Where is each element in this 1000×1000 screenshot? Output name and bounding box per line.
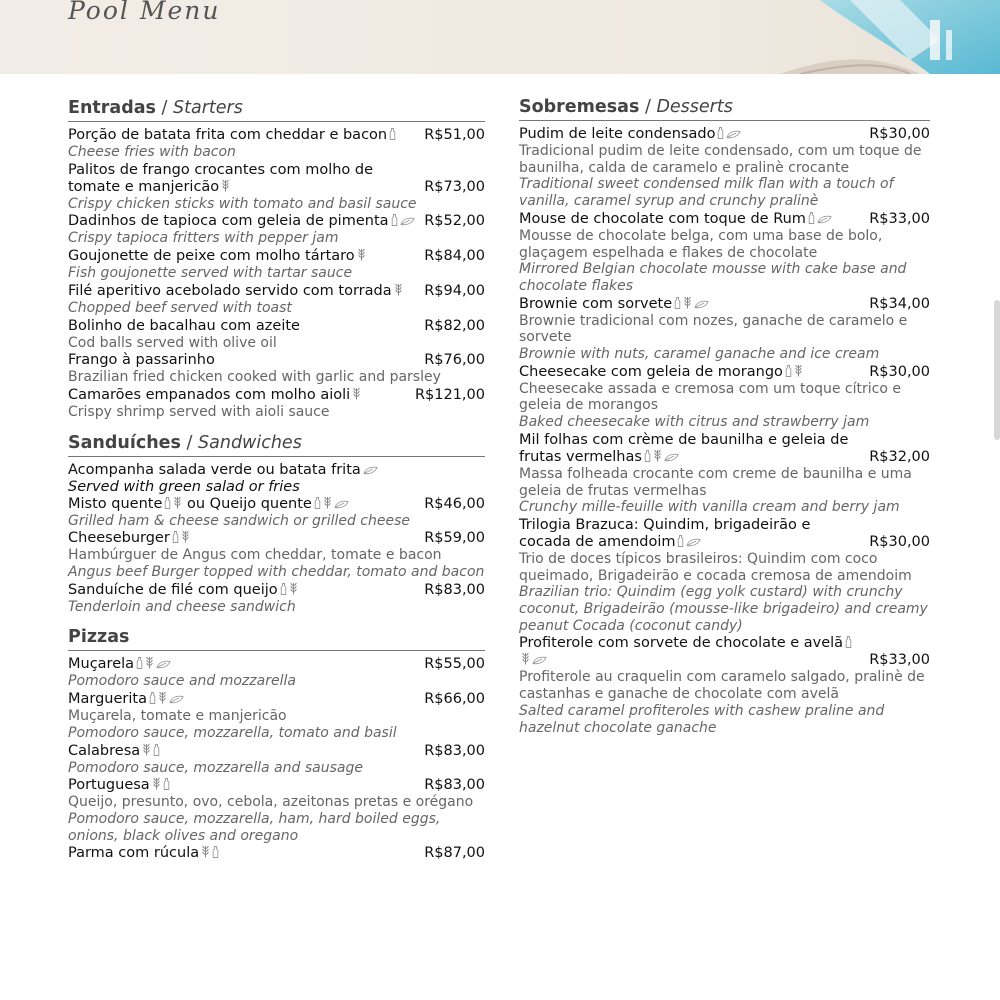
leaf-icon [154, 656, 171, 672]
section-title-english: Starters [173, 98, 243, 118]
item-name-line [519, 296, 709, 313]
right-column [519, 97, 930, 748]
menu-section [68, 627, 485, 862]
item-description: Brownie tradicional com nozes, ganache de caramelo e sorvete [519, 312, 908, 346]
item-name-line [519, 635, 861, 669]
bottle-icon [278, 582, 287, 598]
item-price: R$46,00 [424, 495, 485, 512]
item-price: R$87,00 [424, 845, 485, 862]
allergen-icons [389, 213, 415, 229]
wheat-icon [171, 496, 182, 512]
allergen-icons [715, 126, 741, 142]
item-name-line [519, 211, 832, 228]
item-name-line [68, 318, 300, 335]
item-price: R$30,00 [869, 533, 930, 550]
item-description: Massa folheada crocante com creme de baunilha e uma geleia de frutas vermelhas [519, 465, 912, 499]
item-description: Brazilian fried chicken cooked with garlic and parsley [68, 369, 441, 386]
item-price: R$73,00 [424, 178, 485, 195]
item-price: R$55,00 [424, 656, 485, 673]
item-name: Dadinhos de tapioca com geleia de pimenta [68, 213, 389, 230]
item-description-english: Pomodoro sauce and mozzarella [68, 673, 296, 690]
item-description: Cod balls served with olive oil [68, 334, 277, 351]
menu-item [68, 127, 485, 161]
menu-item [68, 530, 485, 580]
bottle-icon [672, 296, 681, 312]
menu-item [519, 296, 930, 363]
item-price: R$76,00 [424, 352, 485, 369]
menu-item [68, 283, 485, 317]
item-name-line [68, 162, 416, 196]
menu-item [68, 845, 485, 862]
item-price: R$30,00 [869, 363, 930, 380]
allergen-icons [387, 127, 396, 143]
item-description-english: Brazilian trio: Quindim (egg yolk custard) with crunchy coconut, Brigadeirão (mousse-like brigadeiro) and creamy peanut Cocada (coconut candy) [519, 584, 928, 634]
item-description-english: Baked cheesecake with citrus and strawberry jam [519, 414, 870, 431]
item-price: R$32,00 [869, 448, 930, 465]
item-name: Profiterole com sorvete de chocolate e avelã [519, 635, 844, 652]
item-name: Mil folhas com crème de baunilha e geleia de frutas vermelhas [519, 431, 849, 465]
item-description-english: Pomodoro sauce, mozzarella, tomato and basil [68, 724, 397, 741]
bottle-icon [134, 656, 143, 672]
item-description: Tradicional pudim de leite condensado, com um toque de baunilha, calda de caramelo e pralinè crocante [519, 143, 922, 176]
item-name: Filé aperitivo acebolado servido com torrada [68, 282, 392, 299]
section-note-line [68, 462, 485, 479]
bottle-icon [312, 496, 321, 512]
pool-photo [780, 0, 1000, 74]
wheat-icon [651, 449, 662, 465]
item-name-line [68, 127, 396, 144]
menu-item [519, 364, 930, 431]
wheat-icon [321, 496, 332, 512]
item-name-line [68, 582, 298, 599]
wheat-icon [350, 387, 361, 403]
leaf-icon [530, 652, 547, 668]
section-title: Pizzas [68, 627, 130, 648]
item-description-english: Crispy tapioca fritters with pepper jam [68, 230, 339, 247]
item-description: Queijo, presunto, ovo, cebola, azeitonas pretas e orégano [68, 794, 474, 811]
item-description-english: Brownie with nuts, caramel ganache and ice cream [519, 346, 880, 363]
menu-item [519, 517, 930, 635]
item-description-english: Angus beef Burger topped with cheddar, tomato and bacon [68, 564, 485, 581]
item-price: R$51,00 [424, 127, 485, 143]
bottle-icon [387, 127, 396, 143]
item-name-alt: ou Queijo quente [186, 495, 312, 512]
menu-item [68, 691, 485, 741]
item-name: Misto quente [68, 495, 163, 512]
allergen-icons [361, 462, 378, 478]
item-description-english: Crispy chicken sticks with tomato and basil sauce [68, 195, 417, 212]
allergen-icons [806, 211, 832, 227]
menu-item [68, 743, 485, 777]
allergen-icons [672, 296, 709, 312]
scrollbar-thumb[interactable] [994, 300, 1000, 440]
item-description-english: Crunchy mille-feuille with vanilla cream and berry jam [519, 499, 900, 516]
item-name: Marguerita [68, 691, 147, 708]
heading-separator: / [180, 432, 199, 453]
item-description: Crispy shrimp served with aioli sauce [68, 403, 330, 420]
wheat-icon [355, 248, 366, 264]
bottle-icon [389, 213, 398, 229]
item-description: Muçarela, tomate e manjericão [68, 708, 287, 725]
item-price: R$83,00 [424, 742, 485, 759]
menu-section [68, 433, 485, 616]
item-description-english: Grilled ham & cheese sandwich or grilled cheese [68, 512, 411, 529]
item-name: Goujonette de peixe com molho tártaro [68, 248, 355, 265]
allergen-icons [355, 248, 366, 264]
allergen-icons [350, 387, 361, 403]
bottle-icon [210, 845, 219, 861]
menu-section [519, 97, 930, 736]
item-price: R$34,00 [869, 295, 930, 312]
bottle-icon [783, 364, 792, 380]
bottle-icon [161, 777, 170, 793]
leaf-icon [332, 496, 349, 512]
allergen-icons [147, 691, 184, 707]
wheat-icon [519, 652, 530, 668]
item-price: R$83,00 [424, 777, 485, 794]
section-title: Sanduíches [68, 432, 181, 453]
item-description-english: Chopped beef served with toast [68, 299, 292, 316]
item-name-line [68, 656, 171, 673]
item-price: R$33,00 [869, 652, 930, 669]
wheat-icon [143, 656, 154, 672]
allergen-icons [199, 845, 219, 861]
item-price: R$52,00 [424, 213, 485, 230]
item-description-english: Cheese fries with bacon [68, 144, 236, 160]
allergen-icons [312, 496, 349, 512]
wheat-icon [392, 283, 403, 299]
item-name-line [68, 530, 190, 547]
item-name-line [68, 213, 415, 230]
leaf-icon [692, 296, 709, 312]
item-description-english: Tenderloin and cheese sandwich [68, 598, 296, 615]
item-description-english: Pomodoro sauce, mozzarella and sausage [68, 759, 363, 776]
item-name-line [68, 283, 403, 300]
item-name-line [68, 777, 170, 794]
allergen-icons [162, 496, 182, 512]
heading-separator: / [639, 97, 657, 117]
menu-item [519, 211, 930, 295]
item-price: R$59,00 [424, 530, 485, 547]
item-name: Mouse de chocolate com toque de Rum [519, 210, 806, 227]
menu-item [68, 162, 485, 213]
item-name: Cheesecake com geleia de morango [519, 363, 783, 380]
page-title: Pool Menu [68, 0, 221, 25]
item-name: Porção de batata frita com cheddar e bacon [68, 127, 388, 143]
item-name-line [68, 496, 349, 513]
allergen-icons [150, 777, 170, 793]
item-description: Mousse de chocolate belga, com uma base de bolo, glaçagem espelhada e flakes de chocolate [519, 227, 883, 261]
item-name: Cheeseburger [68, 530, 170, 547]
menu-item [519, 432, 930, 516]
item-price: R$84,00 [424, 248, 485, 265]
item-name: Frango à passarinho [68, 352, 215, 369]
menu-item [68, 352, 485, 386]
allergen-icons [642, 449, 679, 465]
item-name-line [519, 517, 861, 551]
menu-item [68, 387, 485, 421]
leaf-icon [361, 462, 378, 478]
menu-item [68, 248, 485, 282]
item-name-line [68, 352, 215, 369]
section-note-english: Served with green salad or fries [68, 478, 300, 495]
menu-item [68, 777, 485, 844]
leaf-icon [815, 211, 832, 227]
allergen-icons [392, 283, 403, 299]
wheat-icon [156, 691, 167, 707]
section-title: Entradas [68, 98, 156, 118]
leaf-icon [662, 449, 679, 465]
header-banner [0, 0, 1000, 74]
item-description-english: Pomodoro sauce, mozzarella, ham, hard boiled eggs, onions, black olives and oregano [68, 810, 441, 844]
item-name: Sanduíche de filé com queijo [68, 581, 278, 598]
bottle-icon [642, 449, 651, 465]
item-description-english: Traditional sweet condensed milk flan with a touch of vanilla, caramel syrup and crunchy pralinè [519, 176, 894, 210]
item-description: Profiterole au craquelin com caramelo salgado, pralinè de castanhas e ganache de chocolate com avelã [519, 669, 925, 703]
bottle-icon [151, 743, 160, 759]
section-title-english: Sandwiches [198, 432, 302, 453]
section-heading [68, 433, 485, 457]
item-name: Trilogia Brazuca: Quindim, brigadeirão e cocada de amendoim [519, 516, 811, 550]
menu-item [519, 635, 930, 736]
menu-item [519, 126, 930, 210]
menu-item [68, 656, 485, 690]
item-name: Parma com rúcula [68, 845, 200, 862]
bottle-icon [843, 635, 852, 651]
item-name: Camarões empanados com molho aioli [68, 386, 351, 403]
leaf-icon [167, 691, 184, 707]
bottle-icon [170, 530, 179, 546]
item-name: Pudim de leite condensado [519, 126, 716, 142]
allergen-icons [140, 743, 160, 759]
allergen-icons [134, 656, 171, 672]
item-price: R$30,00 [869, 126, 930, 142]
menu-section [68, 98, 485, 421]
item-description: Cheesecake assada e cremosa com um toque cítrico e geleia de morangos [519, 380, 901, 414]
item-price: R$33,00 [869, 210, 930, 227]
bottle-icon [147, 691, 156, 707]
item-name-line [68, 248, 366, 265]
wheat-icon [179, 530, 190, 546]
section-note: Acompanha salada verde ou batata frita [68, 461, 361, 478]
item-price: R$83,00 [424, 581, 485, 598]
item-name-line [68, 387, 361, 404]
item-name: Bolinho de bacalhau com azeite [68, 317, 300, 334]
wheat-icon [219, 179, 230, 195]
section-title: Sobremesas [519, 97, 640, 117]
item-name-line [519, 126, 741, 143]
section-heading [68, 627, 485, 651]
item-price: R$82,00 [424, 317, 485, 334]
wheat-icon [287, 582, 298, 598]
item-description-english: Mirrored Belgian chocolate mousse with cake base and chocolate flakes [519, 261, 907, 294]
item-price: R$121,00 [414, 386, 485, 403]
wheat-icon [792, 364, 803, 380]
allergen-icons [219, 179, 230, 195]
leaf-icon [684, 534, 701, 550]
left-column [68, 98, 485, 874]
item-name: Portuguesa [68, 777, 150, 794]
section-title-english: Desserts [656, 97, 733, 117]
item-name-line [68, 743, 160, 760]
section-heading [68, 98, 485, 122]
wheat-icon [681, 296, 692, 312]
wheat-icon [150, 777, 161, 793]
menu-item [68, 496, 485, 530]
item-name-line [68, 691, 184, 708]
leaf-icon [724, 126, 741, 142]
bottle-icon [806, 211, 815, 227]
menu-item [68, 318, 485, 352]
item-price: R$94,00 [424, 282, 485, 299]
allergen-icons [278, 582, 298, 598]
item-name-line [519, 364, 803, 381]
allergen-icons [783, 364, 803, 380]
item-name: Brownie com sorvete [519, 295, 673, 312]
menu-item [68, 213, 485, 247]
item-description: Trio de doces típicos brasileiros: Quindim com coco queimado, Brigadeirão e cocada cremosa de amendoim [519, 550, 912, 584]
item-description-english: Fish goujonette served with tartar sauce [68, 265, 353, 282]
item-name: Calabresa [68, 742, 141, 759]
menu-item [68, 582, 485, 616]
wheat-icon [199, 845, 210, 861]
heading-separator: / [155, 98, 174, 118]
item-description: Hambúrguer de Angus com cheddar, tomate e bacon [68, 547, 442, 564]
allergen-icons [675, 534, 701, 550]
leaf-icon [398, 213, 415, 229]
item-name: Muçarela [68, 656, 135, 673]
item-name-line [68, 845, 219, 862]
item-name-line [519, 432, 861, 466]
item-description-english: Salted caramel profiteroles with cashew praline and hazelnut chocolate ganache [519, 702, 885, 736]
section-heading [519, 97, 930, 121]
item-name: Palitos de frango crocantes com molho de tomate e manjericão [68, 161, 374, 195]
item-price: R$66,00 [424, 691, 485, 708]
allergen-icons [170, 530, 190, 546]
wheat-icon [140, 743, 151, 759]
